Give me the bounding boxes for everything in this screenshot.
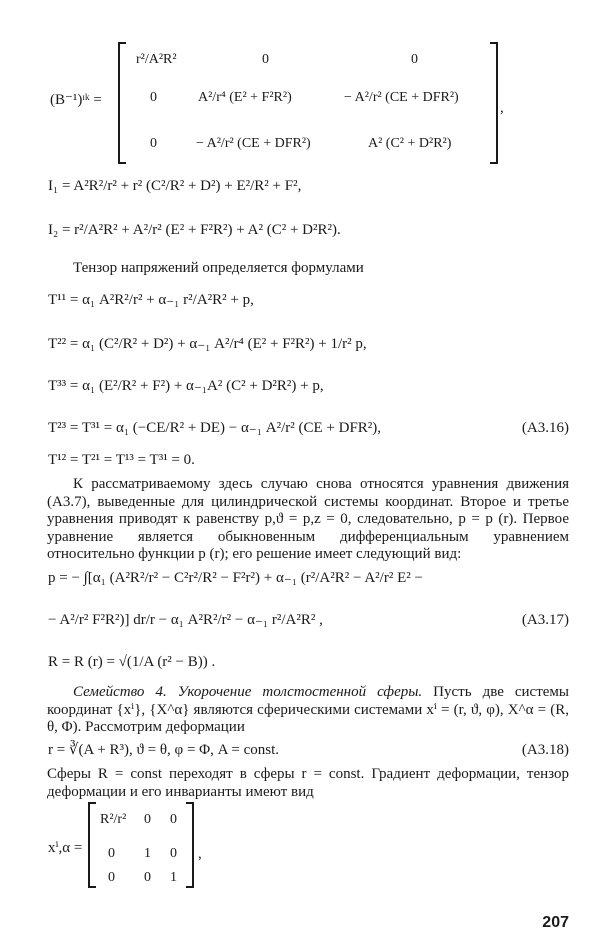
matrix-x-r2c1: 0 <box>108 846 115 861</box>
matrix-b-r1c2: 0 <box>262 52 269 67</box>
matrix-x-lhs: xⁱ,α = <box>48 840 83 856</box>
stress-t23: T²³ = T³¹ = α₁ (−CE/R² + DE) − α₋₁ A²/r² (CE + DFR²), <box>48 420 382 436</box>
equation-label-a3-18: (A3.18) <box>521 742 569 758</box>
matrix-x-left-bracket <box>88 802 96 888</box>
matrix-b-r3c2: − A²/r² (CE + DFR²) <box>196 136 311 151</box>
matrix-b-r3c3: A² (C² + D²R²) <box>368 136 452 151</box>
matrix-x-trail: , <box>198 846 202 862</box>
matrix-x-r1c2: 0 <box>144 812 151 827</box>
formula-i1: I₁ = A²R²/r² + r² (C²/R² + D²) + E²/R² + F², <box>48 178 302 194</box>
family4-title: Семейство 4. Укорочение толстостенной сферы. <box>73 684 423 700</box>
matrix-b-r2c2: A²/r⁴ (E² + F²R²) <box>198 90 292 105</box>
family4-paragraph <box>47 684 569 737</box>
matrix-x-r3c1: 0 <box>108 870 115 885</box>
matrix-x-r2c3: 0 <box>170 846 177 861</box>
matrix-b-r3c1: 0 <box>150 136 157 151</box>
deformation-formula: r = ∛(A + R³), ϑ = θ, φ = Φ, A = const. <box>48 742 279 758</box>
page-number: 207 <box>542 914 569 931</box>
matrix-x-r1c3: 0 <box>170 812 177 827</box>
equation-label-a3-17: (A3.17) <box>521 612 569 628</box>
stress-t12: T¹² = T²¹ = T¹³ = T³¹ = 0. <box>48 452 195 468</box>
matrix-x-r2c2: 1 <box>144 846 151 861</box>
equation-label-a3-16: (A3.16) <box>521 420 569 436</box>
stress-t22: T²² = α₁ (C²/R² + D²) + α₋₁ A²/r⁴ (E² + F²R²) + 1/r² p, <box>48 336 367 352</box>
tensor-intro: Тензор напряжений определяется формулами <box>73 260 364 276</box>
matrix-b-r1c3: 0 <box>411 52 418 67</box>
matrix-b-r2c3: − A²/r² (CE + DFR²) <box>344 90 459 105</box>
matrix-b-right-bracket <box>490 42 498 164</box>
pressure-line-1: p = − ∫[α₁ (A²R²/r² − C²r²/R² − F²r²) + α₋₁ (r²/A²R² − A²/r² E² − <box>48 570 423 586</box>
radius-function: R = R (r) = √(1/A (r² − B)) . <box>48 654 216 670</box>
matrix-x-r1c1: R²/r² <box>100 812 127 827</box>
matrix-b-trail: , <box>500 100 504 116</box>
pressure-line-2: − A²/r² F²R²)] dr/r − α₁ A²R²/r² − α₋₁ r²/A²R² , <box>48 612 323 628</box>
matrix-b-left-bracket <box>118 42 126 164</box>
matrix-b-r1c1: r²/A²R² <box>136 52 177 67</box>
matrix-b-lhs: (B⁻¹)ᶦᵏ = <box>50 92 102 108</box>
matrix-x-right-bracket <box>186 802 194 888</box>
matrix-x-r3c2: 0 <box>144 870 151 885</box>
paragraph-spheres: Сферы R = const переходят в сферы r = const. Градиент деформации, тензор деформации и его инварианты имеют вид <box>47 766 569 800</box>
matrix-b-r2c1: 0 <box>150 90 157 105</box>
paragraph-motion-equations: К рассматриваемому здесь случаю снова относятся уравнения движения (А3.7), выведенные для цилиндрической системы координат. Второе и третье уравнения приводят к равенству p,ϑ = p,z = 0, следовательно, p = p (r). Первое уравнение является обыкновенным дифференциальным уравнением относительно функции p (r); его решение имеет следующий вид: <box>47 476 569 562</box>
formula-i2: I₂ = r²/A²R² + A²/r² (E² + F²R²) + A² (C² + D²R²). <box>48 222 341 238</box>
family4-text: Пусть две системы координат {xⁱ}, {X^α} являются сферическими системами xⁱ = (r, ϑ, φ), X^α = (R, θ, Φ). Рассмотрим деформации <box>47 684 569 735</box>
stress-t33: T³³ = α₁ (E²/R² + F²) + α₋₁A² (C² + D²R²) + p, <box>48 378 324 394</box>
stress-t11: T¹¹ = α₁ A²R²/r² + α₋₁ r²/A²R² + p, <box>48 292 254 308</box>
matrix-x-r3c3: 1 <box>170 870 177 885</box>
